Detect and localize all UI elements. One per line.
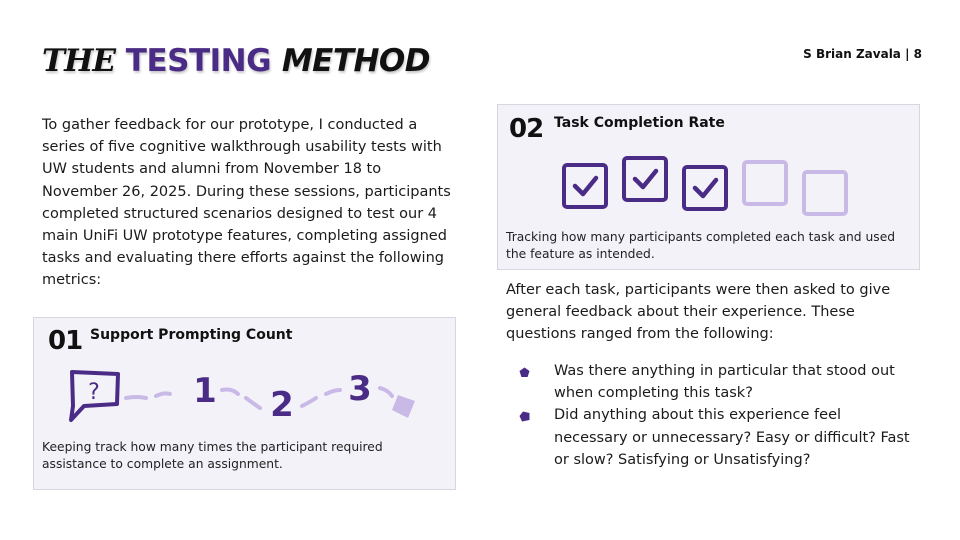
metric-card-task-completion — [497, 104, 920, 270]
step-label-3: 3 — [348, 369, 372, 409]
empty-box-icon — [804, 172, 846, 214]
task-completion-illustration — [560, 149, 860, 225]
dash-connector — [326, 390, 340, 394]
metric-card-support-prompting — [33, 317, 456, 490]
end-marker-icon — [392, 395, 415, 418]
dash-connector — [380, 388, 392, 396]
checked-box-icon — [564, 165, 606, 207]
dash-connector — [126, 397, 146, 398]
question-text: Was there anything in particular that stood out when completing this task? — [554, 363, 895, 402]
step-label-2: 2 — [270, 385, 294, 425]
intro-paragraph: To gather feedback for our prototype, I conducted a series of five cognitive walkthrough usability tests with UW students and alumni from November 18 to November 26, 2025. During these sessions, participants completed structured scenarios designed to test our 4 main UniFi UW prototype features, completing assigned tasks and evaluating there efforts against the following metrics: — [42, 117, 451, 289]
feedback-intro-paragraph: After each task, participants were then asked to give general feedback about their experience. These questions ranged from the following: — [506, 282, 891, 343]
pentagon-bullet-icon — [519, 367, 530, 378]
dash-connector — [302, 398, 316, 406]
metric-title: Support Prompting Count — [90, 327, 293, 343]
dash-connector — [222, 390, 238, 395]
list-item — [518, 404, 918, 471]
page-title — [42, 42, 430, 80]
list-item — [518, 360, 918, 404]
question-text: Did anything about this experience feel necessary or unnecessary? Easy or difficult? Fast or slow? Satisfying or Unsatisfying? — [554, 407, 910, 468]
title-part-method: METHOD — [281, 43, 431, 79]
dash-connector — [156, 393, 170, 396]
checked-box-icon — [624, 158, 666, 200]
title-part-the: THE — [42, 43, 115, 79]
empty-box-icon — [744, 162, 786, 204]
feedback-question-list — [518, 360, 918, 471]
metric-description: Tracking how many participants completed each task and used the feature as intended. — [506, 230, 896, 261]
question-glyph: ? — [88, 380, 100, 405]
page-label: S Brian Zavala | 8 — [803, 47, 922, 61]
step-label-1: 1 — [193, 371, 217, 411]
metric-title: Task Completion Rate — [554, 115, 725, 131]
question-bubble-icon — [71, 372, 118, 420]
checked-box-icon — [684, 167, 726, 209]
support-prompting-illustration — [64, 362, 424, 426]
title-part-testing: TESTING — [125, 43, 272, 79]
metric-number: 01 — [48, 326, 83, 356]
pentagon-bullet-icon — [519, 411, 530, 422]
dash-connector — [246, 398, 260, 408]
metric-number: 02 — [509, 114, 544, 144]
metric-description: Keeping track how many times the participant required assistance to complete an assignment. — [42, 440, 383, 471]
